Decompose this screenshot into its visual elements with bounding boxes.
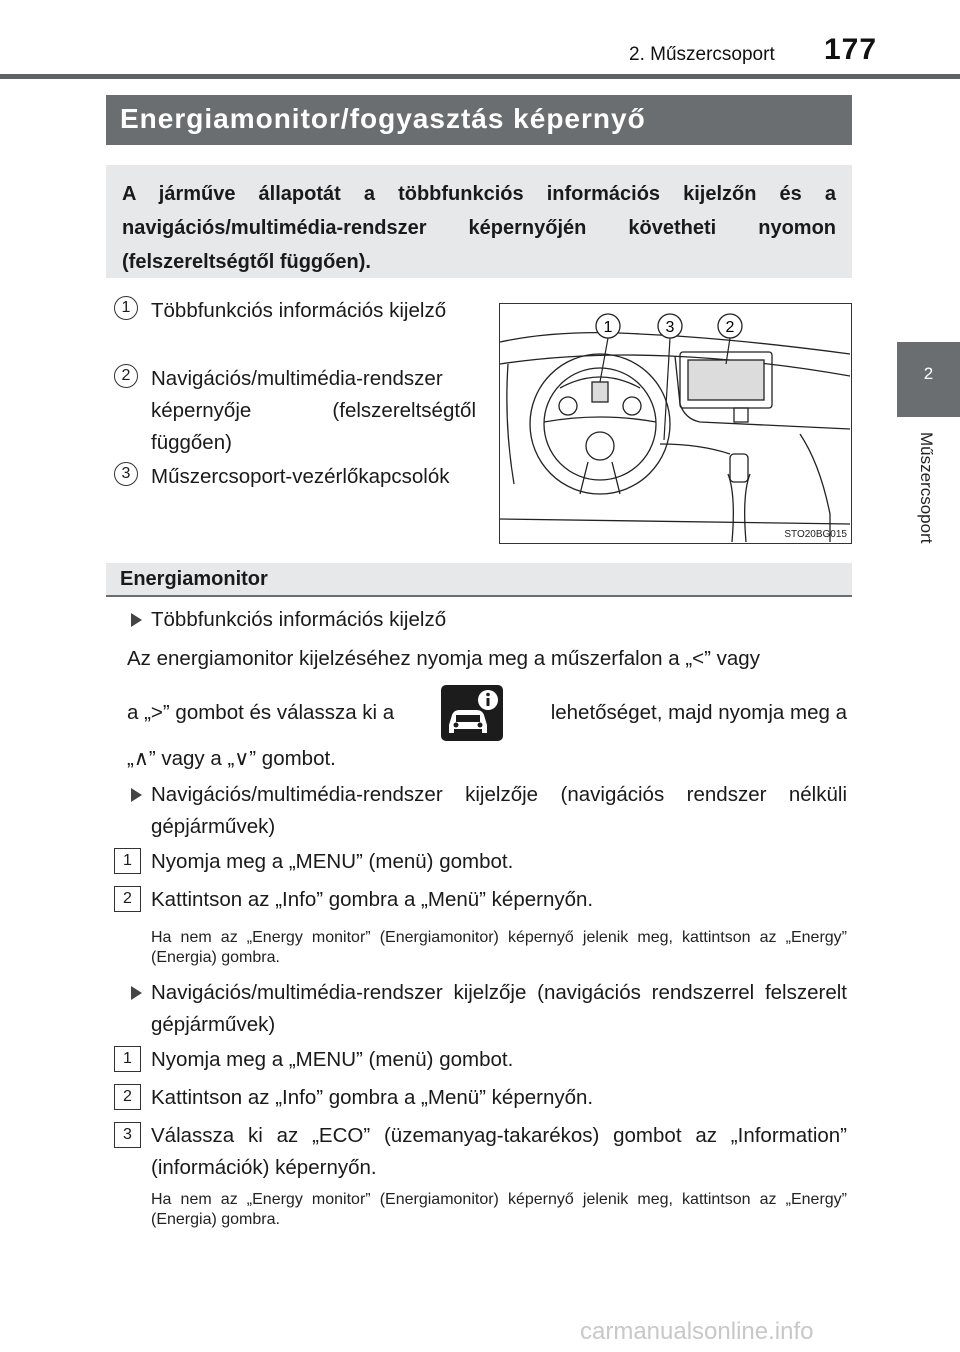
legend-item: Navigációs/multimédia-rendszer képernyője (felszereltségtől függően) [151,367,476,454]
illustration-callout: 1 [603,319,613,336]
body-text: lehetőséget, majd nyomja meg a [550,701,847,724]
legend-number-badge: 2 [114,364,138,388]
page-title: Energiamonitor/fogyasztás képernyő [106,95,852,145]
step-number-badge: 1 [114,848,141,874]
dashboard-icon [500,304,850,542]
bullet-heading: Többfunkciós információs kijelző [151,608,447,631]
body-text: a „>” gombot és válassza ki a [127,701,395,724]
dashboard-illustration [499,303,852,544]
legend-number-badge: 1 [114,296,138,320]
illustration-callout: 3 [665,319,675,336]
step-text: Kattintson az „Info” gombra a „Menü” képernyőn. [151,888,594,911]
legend-number-badge: 3 [114,462,138,486]
watermark: carmanualsonline.info [580,1318,814,1345]
illustration-code: STO20BG015 [784,529,847,540]
bullet-triangle-icon [131,788,142,802]
car-info-icon [441,685,503,741]
header-section-title: 2. Műszercsoport [629,44,775,65]
bullet-triangle-icon [131,986,142,1000]
page-number: 177 [824,33,878,66]
body-text: Az energiamonitor kijelzéséhez nyomja meg a műszerfalon a „<” vagy [127,647,760,670]
chapter-tab-label: Műszercsoport [917,432,936,544]
step-text: Nyomja meg a „MENU” (menü) gombot. [151,850,514,873]
bullet-heading: Navigációs/multimédia-rendszer kijelzője (navigációs rendszerrel felszerelt gépjárművek) [151,981,847,1036]
illustration-callout: 2 [725,319,735,336]
step-number-badge: 3 [114,1122,141,1148]
bullet-triangle-icon [131,613,142,627]
legend-item: Műszercsoport-vezérlőkapcsolók [151,465,450,488]
body-text-with-icon [127,680,847,746]
step-text: Nyomja meg a „MENU” (menü) gombot. [151,1048,514,1071]
section-heading: Energiamonitor [106,563,852,597]
chapter-tab: 2 [897,342,960,417]
header-divider [0,74,960,79]
note-text: Ha nem az „Energy monitor” (Energiamonitor) képernyő jelenik meg, kattintson az „Energy” (Energia) gombra. [151,1191,847,1228]
note-text: Ha nem az „Energy monitor” (Energiamonitor) képernyő jelenik meg, kattintson az „Energy” (Energia) gombra. [151,929,847,966]
step-number-badge: 1 [114,1046,141,1072]
step-number-badge: 2 [114,886,141,912]
step-text: Kattintson az „Info” gombra a „Menü” képernyőn. [151,1086,594,1109]
step-text: Válassza ki az „ECO” (üzemanyag-takarékos) gombot az „Information” (információk) képernyőn. [151,1124,847,1179]
step-number-badge: 2 [114,1084,141,1110]
body-text: „∧” vagy a „∨” gombot. [127,747,336,770]
legend-item: Többfunkciós információs kijelző [151,299,447,322]
intro-box: A járműve állapotát a többfunkciós információs kijelzőn és a navigációs/multimédia-rendszer képernyőjén követheti nyomon (felszereltségtől függően). [106,165,852,278]
bullet-heading: Navigációs/multimédia-rendszer kijelzője (navigációs rendszer nélküli gépjárművek) [151,783,847,838]
